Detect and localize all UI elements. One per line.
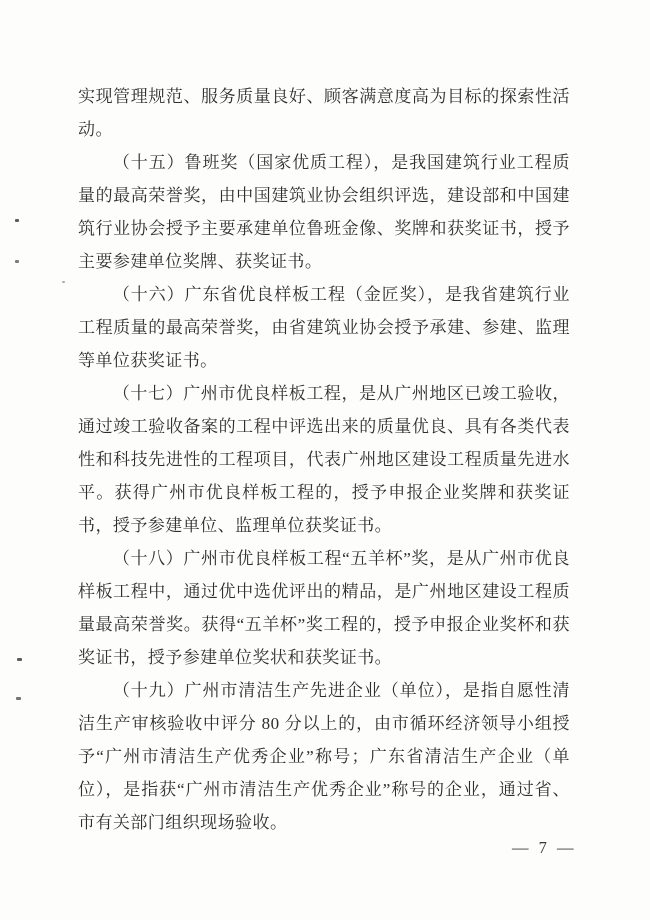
paragraph-continuation: 实现管理规范、服务质量良好、顾客满意度高为目标的探索性活动。: [78, 87, 570, 139]
scan-speck: [62, 281, 65, 283]
scan-speck: [15, 260, 19, 263]
page-number: — 7 —: [512, 838, 577, 857]
paragraph-item-17-guangzhou-model-project: （十七）广州市优良样板工程，是从广州地区已竣工验收，通过竣工验收备案的工程中评选出来的质量优良、具有各类代表性和科技先进性的工程项目，代表广州地区建设工程质量先进水平。获得广州市优良样板工程的，授予申报企业奖牌和获奖证书，授予参建单位、监理单位获奖证书。: [78, 384, 570, 535]
paragraph-item-16-guangdong-model-project: （十六）广东省优良样板工程（金匠奖），是我省建筑行业工程质量的最高荣誉奖，由省建筑业协会授予承建、参建、监理等单位获奖证书。: [78, 285, 570, 370]
scan-speck: [15, 219, 19, 222]
paragraph-item-18-five-ram-cup: （十八）广州市优良样板工程“五羊杯”奖，是从广州市优良样板工程中，通过优中选优评出的精品，是广州地区建设工程质量最高荣誉奖。获得“五羊杯”奖工程的，授予申报企业奖杯和获奖证书，授予参建单位奖状和获奖证书。: [78, 549, 570, 667]
scan-speck: [17, 658, 22, 661]
document-body: [78, 80, 570, 839]
paragraph-item-19-clean-production: （十九）广州市清洁生产先进企业（单位），是指自愿性清洁生产审核验收中评分 80 分以上的，由市循环经济领导小组授予“广州市清洁生产优秀企业”称号；广东省清洁生产企业（单位），是指获“广州市清洁生产优秀企业”称号的企业，通过省、市有关部门组织现场验收。: [78, 681, 570, 832]
scan-speck: [16, 697, 21, 700]
paragraph-item-15-luban-award: （十五）鲁班奖（国家优质工程），是我国建筑行业工程质量的最高荣誉奖，由中国建筑业协会组织评选，建设部和中国建筑行业协会授予主要承建单位鲁班金像、奖牌和获奖证书，授予主要参建单位奖牌、获奖证书。: [78, 153, 570, 271]
